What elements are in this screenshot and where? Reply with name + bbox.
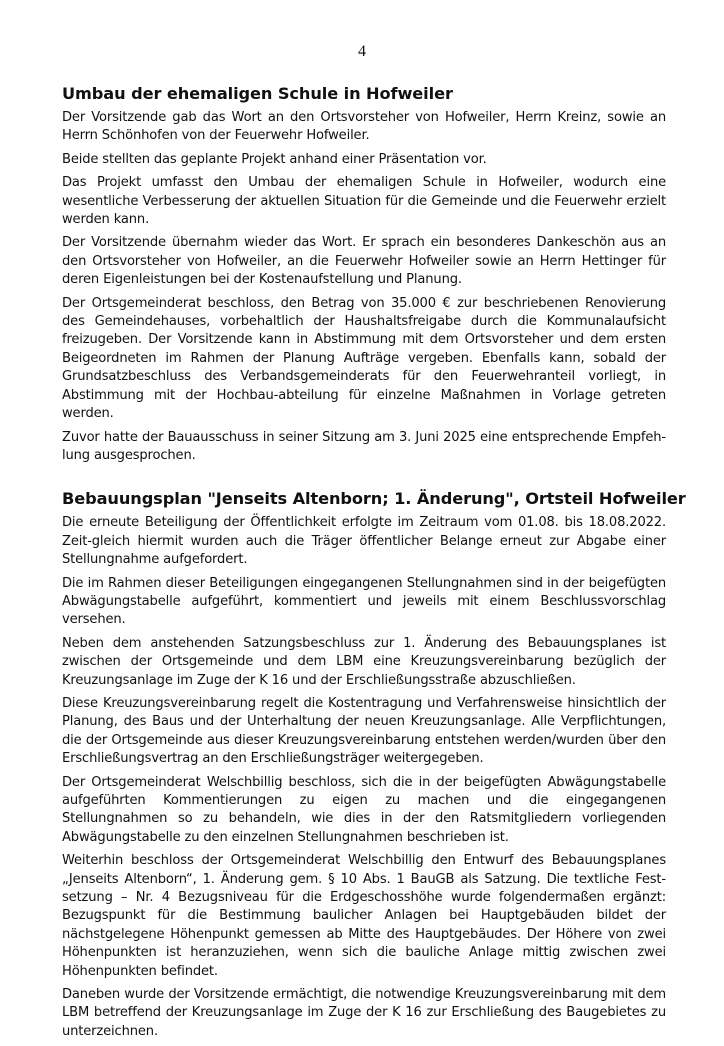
- document-body: [62, 84, 686, 1046]
- section-schule-hofweiler: [62, 84, 666, 465]
- paragraph: Das Projekt umfasst den Umbau der ehemaligen Schule in Hofweiler, wodurch eine wesentliche Verbesserung der aktuellen Situation für die Gemeinde und die Feuerwehr erzielt werden kann.: [62, 175, 666, 228]
- paragraph: Beide stellten das geplante Projekt anhand einer Präsentation vor.: [62, 151, 487, 167]
- section-bebauungsplan: [62, 489, 686, 1041]
- page-number: 4: [358, 43, 366, 60]
- section-heading: Bebauungsplan "Jenseits Altenborn; 1. Änderung", Ortsteil Hofweiler: [62, 489, 686, 509]
- paragraph: Die erneute Beteiligung der Öffentlichkeit erfolgte im Zeitraum vom 01.08. bis 18.08.2022. Zeit-gleich hiermit wurden auch die Träger öffentlicher Belange erneut zur Abgabe einer Stellungnahme aufgefordert.: [62, 515, 666, 568]
- paragraph: Der Vorsitzende gab das Wort an den Ortsvorsteher von Hofweiler, Herrn Kreinz, sowie an Herrn Schönhofen von der Feuerwehr Hofweiler.: [62, 110, 666, 144]
- paragraph: Der Ortsgemeinderat Welschbillig beschloss, sich die in der beigefügten Abwägungstabelle aufgeführten Kommentierungen zu eigen zu machen und die eingegangenen Stellungnahmen so zu behandeln, wie dies in der den Ratsmitgliedern vorliegenden Abwägungstabelle zu den einzelnen Stellungnahmen beschrieben ist.: [62, 774, 666, 845]
- paragraph: Die im Rahmen dieser Beteiligungen eingegangenen Stellungnahmen sind in der beigefügten Abwägungstabelle aufgeführt, kommentiert und jeweils mit einem Beschlussvorschlag versehen.: [62, 575, 666, 628]
- paragraph: Daneben wurde der Vorsitzende ermächtigt, die notwendige Kreuzungsvereinbarung mit dem LBM betreffend der Kreuzungsanlage im Zuge der K 16 zur Erschließung des Baugebietes zu unterzeichnen.: [62, 987, 666, 1039]
- paragraph: Zuvor hatte der Bauausschuss in seiner Sitzung am 3. Juni 2025 eine entsprechende Empfeh-lung ausgesprochen.: [62, 429, 666, 463]
- paragraph: Diese Kreuzungsvereinbarung regelt die Kostentragung und Verfahrensweise hinsichtlich der Planung, des Baus und der Unterhaltung der neuen Kreuzungsanlage. Alle Verpflichtungen, die der Ortsgemeinde aus dieser Kreuzungsvereinbarung entstehen werden/wurden über den Erschließungsvertrag an den Erschließungsträger weitergegeben.: [62, 695, 666, 767]
- paragraph: Der Vorsitzende übernahm wieder das Wort. Er sprach ein besonderes Dankeschön aus an den Ortsvorsteher von Hofweiler, an die Feuerwehr Hofweiler sowie an Herrn Hettinger für deren Eigenleistungen bei der Kostenaufstellung und Planung.: [62, 235, 666, 288]
- section-heading: Umbau der ehemaligen Schule in Hofweiler: [62, 84, 453, 103]
- paragraph: Neben dem anstehenden Satzungsbeschluss zur 1. Änderung des Bebauungsplanes ist zwischen der Ortsgemeinde und dem LBM eine Kreuzungsvereinbarung bezüglich der Kreuzungsanlage im Zuge der K 16 und der Erschließungsstraße abzuschließen.: [62, 635, 666, 688]
- paragraph: Weiterhin beschloss der Ortsgemeinderat Welschbillig den Entwurf des Bebauungsplanes „Jenseits Altenborn“, 1. Änderung gem. § 10 Abs. 1 BauGB als Satzung. Die textliche Fest-setzung – Nr. 4 Bezugsniveau für die Erdgeschosshöhe wurde folgendermaßen ergänzt: Bezugspunkt für die Bestimmung baulicher Anlagen bei Hauptgebäuden bildet der nächstgelegene Höhenpunkt gemessen ab Mitte des Hauptgebäudes. Der Höhere von zwei Höhenpunkten ist heranzuziehen, wenn sich die bauliche Anlage mittig zwischen zwei Höhenpunkten befindet.: [62, 853, 666, 979]
- paragraph: Der Ortsgemeinderat beschloss, den Betrag von 35.000 € zur beschriebenen Renovierung des Gemeindehauses, vorbehaltlich der Haushaltsfreigabe durch die Kommunalaufsicht freizugeben. Der Vorsitzende kann in Abstimmung mit dem Ortsvorsteher und dem ersten Beigeordneten im Rahmen der Planung Aufträge vergeben. Ebenfalls kann, sobald der Grundsatzbeschluss des Verbandsgemeinderats für den Feuerwehranteil vorliegt, in Abstimmung mit der Hochbau-abteilung für einzelne Maßnahmen in Vorlage getreten werden.: [62, 295, 666, 422]
